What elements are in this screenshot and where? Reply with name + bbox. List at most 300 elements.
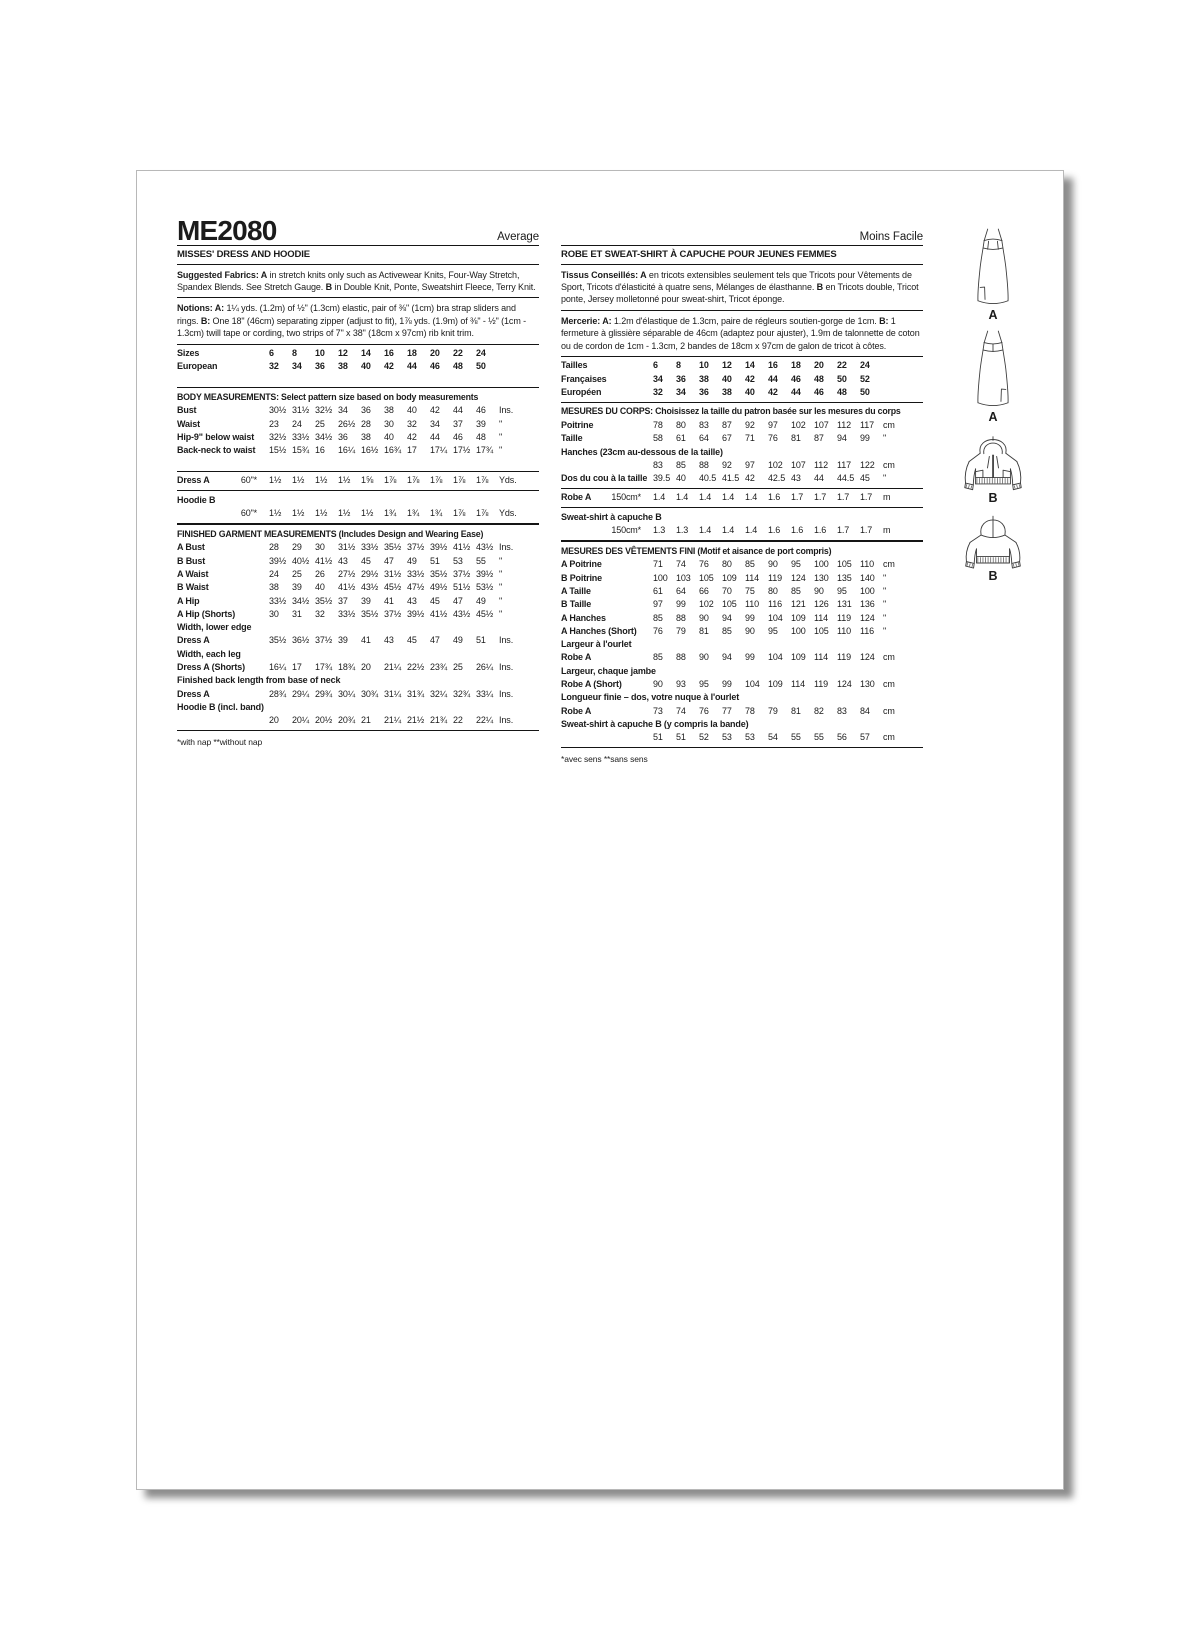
row-label-text: Dos du cou à la taille	[561, 473, 648, 484]
table-cell: 53½	[476, 582, 494, 593]
table-cell: 82	[814, 705, 824, 716]
table-cell: 110	[745, 599, 760, 610]
table-cell: 1½	[361, 508, 374, 518]
table-row	[561, 459, 923, 472]
table-cell: 124	[860, 652, 875, 663]
table-cell: 16¼	[269, 662, 287, 673]
table-row	[561, 625, 923, 638]
table-cell: 1.4	[722, 492, 735, 503]
table-cell: 58	[653, 433, 663, 444]
table-cell: 37	[338, 595, 348, 606]
table-cell: 33½	[407, 568, 425, 579]
table-cell: 35½	[269, 635, 287, 646]
row-label: Width, each leg	[177, 648, 241, 659]
row-label	[177, 347, 269, 360]
table-cell: 109	[768, 679, 783, 690]
table-cell: 85	[676, 459, 686, 470]
table-cell: 41½	[315, 555, 333, 566]
english-column	[177, 209, 539, 747]
row-label-text: Sizes	[177, 348, 200, 359]
divider	[561, 310, 923, 311]
text-run: B:	[200, 315, 211, 326]
row-unit: "	[499, 555, 503, 566]
table-cell: 55	[476, 555, 486, 566]
table-cell: 44	[791, 387, 801, 398]
table-cell: 17¾	[476, 445, 494, 456]
table-cell: 24	[860, 360, 870, 371]
table-cell: 92	[722, 459, 732, 470]
table-row	[177, 507, 539, 520]
table-cell: 77	[722, 705, 732, 716]
row-label	[177, 444, 269, 457]
table-row	[177, 634, 539, 647]
table-cell: 33½	[269, 595, 287, 606]
table-cell: 1.7	[837, 525, 850, 535]
table-cell: 31¼	[384, 688, 402, 699]
row-unit	[499, 347, 539, 360]
table-cell: 24	[269, 568, 279, 579]
row-label-text: A Hanches (Short)	[561, 625, 637, 636]
table-cell: 1.6	[814, 525, 827, 535]
table-cell: 1.4	[653, 492, 666, 503]
row-label-text: Dress A	[177, 635, 210, 646]
table-cell: 1.4	[745, 492, 758, 503]
row-label: Largeur à l'ourlet	[561, 639, 632, 650]
table-cell: 31¾	[407, 688, 425, 699]
table-row	[561, 731, 923, 744]
row-label: Hanches (23cm au-dessous de la taille)	[561, 446, 723, 457]
table-row	[177, 404, 539, 417]
row-label-text: Dress A	[177, 688, 210, 699]
table-cell: 18	[407, 348, 417, 359]
table-cell: 103	[676, 572, 691, 583]
text-run: 1.2m d'élastique de 1.3cm, paire de régleurs soutien-gorge de 1cm.	[611, 315, 880, 326]
table-cell: 51	[476, 635, 486, 646]
row-unit: cm	[883, 732, 895, 743]
row-label	[561, 373, 653, 386]
table-cell: 80	[676, 419, 686, 430]
table-cell: 1½	[292, 508, 305, 518]
table-row	[561, 651, 923, 664]
text-run: Mercerie: A:	[561, 315, 612, 326]
table-cell: 38	[384, 405, 394, 416]
table-cell: 1.7	[860, 492, 873, 503]
table-cell: 64	[676, 585, 686, 596]
table-cell: 32	[269, 361, 279, 372]
table-cell: 14	[745, 360, 755, 371]
table-cell: 1.3	[676, 525, 689, 535]
table-cell: 1⅞	[476, 508, 489, 518]
table-cell: 37	[453, 418, 463, 429]
row-unit: "	[883, 612, 887, 623]
table-cell: 43	[384, 635, 394, 646]
table-cell: 30¾	[361, 688, 379, 699]
table-cell: 22½	[407, 662, 425, 673]
table-cell: 16	[315, 445, 325, 456]
dress-front-lineart	[970, 227, 1016, 309]
table-cell: 99	[860, 433, 870, 444]
french-header	[561, 209, 923, 246]
table-cell: 32½	[315, 405, 333, 416]
table-cell: 29	[292, 542, 302, 553]
table-cell: 34	[338, 405, 348, 416]
table-cell: 1¾	[384, 508, 397, 518]
table-cell: 93	[676, 679, 686, 690]
row-unit: m	[883, 525, 891, 535]
table-cell: 36	[315, 361, 325, 372]
table-cell: 25	[315, 418, 325, 429]
table-cell: 22	[837, 360, 847, 371]
table-cell: 20¾	[338, 715, 356, 726]
table-cell: 45½	[384, 582, 402, 593]
table-cell: 102	[699, 599, 714, 610]
table-cell: 1⅞	[384, 475, 397, 486]
table-cell: 34	[292, 361, 302, 372]
row-label	[177, 418, 269, 431]
table-cell: 49	[407, 555, 417, 566]
table-cell: 16½	[361, 445, 379, 456]
table-cell: 41.5	[722, 473, 740, 484]
row-label-text: Back-neck to waist	[177, 445, 256, 456]
table-row	[561, 491, 923, 504]
table-cell: 30	[384, 418, 394, 429]
row-label	[177, 474, 269, 487]
table-cell: 116	[860, 625, 875, 636]
row-unit: "	[499, 608, 503, 619]
table-cell: 64	[699, 433, 709, 444]
table-cell: 53	[745, 732, 755, 743]
table-cell: 42	[384, 361, 394, 372]
table-cell: 119	[814, 679, 829, 690]
row-label	[561, 419, 653, 432]
table-cell: 97	[745, 459, 755, 470]
text-run: in stretch knits only such as Activewear Knits, Four-Way Stretch, Spandex Blends. See Stretch Gauge.	[177, 269, 520, 292]
table-cell: 114	[814, 652, 829, 663]
table-row	[177, 595, 539, 608]
table-cell: 30¼	[338, 688, 356, 699]
row-label-text: Bust	[177, 405, 197, 416]
table-cell: 104	[768, 652, 783, 663]
row-label: Sweat-shirt à capuche B (y compris la bande)	[561, 718, 749, 729]
row-label-text: Tailles	[561, 360, 588, 371]
table-cell: 126	[814, 599, 829, 610]
table-cell: 1½	[315, 508, 328, 518]
row-label-text: Françaises	[561, 373, 607, 384]
table-cell: 110	[860, 559, 875, 570]
table-cell: 40	[407, 405, 417, 416]
row-unit: cm	[883, 419, 895, 430]
figure-label: B	[988, 491, 998, 505]
fabric-width-spec: 150cm*	[611, 525, 641, 535]
table-cell: 57	[860, 732, 870, 743]
table-row	[177, 555, 539, 568]
table-cell: 34	[653, 373, 663, 384]
table-cell: 83	[837, 705, 847, 716]
table-cell: 43	[338, 555, 348, 566]
table-cell: 37½	[315, 635, 333, 646]
divider	[561, 488, 923, 489]
table-cell: 51	[653, 732, 663, 743]
table-cell: 21¼	[384, 715, 402, 726]
table-cell: 32¾	[453, 688, 471, 699]
table-row	[177, 474, 539, 487]
table-cell: 1⅞	[407, 475, 420, 486]
table-cell: 55	[791, 732, 801, 743]
divider	[177, 730, 539, 731]
table-cell: 88	[676, 612, 686, 623]
table-cell: 41½	[453, 542, 471, 553]
row-label-text: B Poitrine	[561, 572, 603, 583]
table-cell: 73	[653, 705, 663, 716]
table-cell: 116	[768, 599, 783, 610]
divider	[561, 747, 923, 748]
row-unit: Ins.	[499, 405, 514, 416]
table-cell: 44	[453, 405, 463, 416]
text-run: B:	[879, 315, 889, 326]
table-cell: 1.6	[768, 492, 781, 503]
table-cell: 24	[292, 418, 302, 429]
table-cell: 94	[722, 652, 732, 663]
table-cell: 51½	[453, 582, 471, 593]
text-run: en Tricots double, Tricot ponte, Jersey molletonné pour sweat-shirt, Tricot éponge.	[561, 281, 919, 305]
text-run: Tissus Conseillés: A	[561, 269, 647, 280]
table-cell: 48	[476, 431, 486, 442]
table-cell: 90	[768, 559, 778, 570]
table-cell: 1.7	[837, 492, 850, 503]
table-cell: 22¼	[476, 715, 494, 726]
row-label-text: Robe A (Short)	[561, 679, 622, 690]
table-cell: 44	[768, 373, 778, 384]
row-unit: "	[883, 572, 887, 583]
table-cell: 36	[361, 405, 371, 416]
table-cell: 34	[430, 418, 440, 429]
row-label	[561, 572, 653, 585]
table-row	[561, 386, 923, 399]
table-cell: 35½	[430, 568, 448, 579]
table-cell: 15½	[269, 445, 287, 456]
table-cell: 47½	[407, 582, 425, 593]
row-label	[177, 581, 269, 594]
table-cell: 114	[791, 679, 806, 690]
hoodie-front-figure	[937, 431, 1049, 505]
table-cell: 39½	[407, 608, 425, 619]
table-cell: 112	[814, 459, 829, 470]
measurement-table-en	[177, 347, 539, 731]
table-cell: 48	[453, 361, 463, 372]
table-cell: 17	[292, 662, 302, 673]
row-unit: cm	[883, 705, 895, 716]
table-cell: 16¼	[338, 445, 356, 456]
table-cell: 44	[430, 431, 440, 442]
row-unit: "	[499, 582, 503, 593]
row-unit: Yds.	[499, 475, 517, 486]
row-unit: m	[883, 492, 891, 503]
table-row	[561, 558, 923, 571]
table-cell: 22	[453, 348, 463, 359]
row-unit: "	[499, 431, 503, 442]
row-label	[561, 491, 653, 504]
table-cell: 25	[292, 568, 302, 579]
table-cell: 74	[676, 705, 686, 716]
table-cell: 35½	[384, 542, 402, 553]
figures-column	[937, 227, 1049, 590]
table-cell: 45½	[476, 608, 494, 619]
row-label	[561, 651, 653, 664]
row-unit: "	[499, 568, 503, 579]
table-cell: 8	[676, 360, 681, 371]
table-cell: 47	[384, 555, 394, 566]
row-label: Longueur finie – dos, votre nuque à l'ourlet	[561, 692, 740, 703]
table-cell: 38	[722, 387, 732, 398]
table-cell: 90	[814, 585, 824, 596]
row-label	[561, 558, 653, 571]
table-cell: 31½	[338, 542, 356, 553]
table-cell: 40½	[292, 555, 310, 566]
table-cell: 110	[837, 625, 852, 636]
row-label	[177, 688, 269, 701]
table-cell: 39	[361, 595, 371, 606]
table-cell: 105	[722, 599, 737, 610]
table-cell: 1⅞	[453, 508, 466, 518]
table-cell: 35½	[361, 608, 379, 619]
table-cell: 99	[745, 612, 755, 623]
row-label	[177, 608, 269, 621]
table-cell: 28	[361, 418, 371, 429]
table-cell: 88	[699, 459, 709, 470]
table-cell: 40	[745, 387, 755, 398]
table-cell: 1.4	[676, 492, 689, 503]
table-cell: 46	[430, 361, 440, 372]
row-label-text: Robe A	[561, 492, 592, 503]
table-cell: 54	[768, 732, 778, 743]
table-cell: 79	[768, 705, 778, 716]
divider	[177, 297, 539, 298]
row-label	[561, 678, 653, 691]
table-cell: 12	[338, 348, 348, 359]
table-row	[177, 661, 539, 674]
table-cell: 6	[653, 360, 658, 371]
table-cell: 48	[837, 387, 847, 398]
table-cell: 20	[269, 715, 279, 726]
table-cell: 119	[837, 652, 852, 663]
row-unit	[883, 386, 923, 399]
table-cell: 21½	[407, 715, 425, 726]
divider	[177, 471, 539, 472]
table-cell: 119	[837, 612, 852, 623]
table-cell: 88	[676, 652, 686, 663]
table-cell: 78	[745, 705, 755, 716]
row-label: Largeur, chaque jambe	[561, 665, 656, 676]
table-cell: 39½	[269, 555, 287, 566]
table-cell: 16	[768, 360, 778, 371]
table-cell: 85	[653, 652, 663, 663]
table-cell: 30	[315, 542, 325, 553]
table-cell: 38	[338, 361, 348, 372]
table-cell: 102	[791, 419, 806, 430]
table-cell: 33½	[292, 431, 310, 442]
table-cell: 81	[791, 433, 801, 444]
row-unit: Ins.	[499, 635, 514, 646]
table-cell: 45	[361, 555, 371, 566]
table-row	[561, 419, 923, 432]
table-cell: 70	[722, 585, 732, 596]
row-unit: "	[499, 445, 503, 456]
table-cell: 1⅞	[430, 475, 443, 486]
table-cell: 100	[791, 625, 806, 636]
row-label	[177, 661, 269, 674]
table-cell: 29¼	[292, 688, 310, 699]
row-label: Hoodie B (incl. band)	[177, 701, 264, 712]
table-cell: 136	[860, 599, 875, 610]
divider	[177, 490, 539, 491]
table-cell: 100	[814, 559, 829, 570]
row-unit: cm	[883, 459, 895, 470]
table-cell: 17½	[453, 445, 471, 456]
table-cell: 45	[860, 473, 870, 484]
table-cell: 25	[453, 662, 463, 673]
row-label	[561, 585, 653, 598]
table-cell: 79	[676, 625, 686, 636]
table-cell: 15¾	[292, 445, 310, 456]
table-cell: 1½	[292, 475, 305, 486]
table-row	[177, 714, 539, 727]
difficulty-label-fr: Moins Facile	[859, 231, 923, 243]
table-cell: 22	[453, 715, 463, 726]
table-cell: 51	[430, 555, 440, 566]
table-cell: 1½	[315, 475, 328, 486]
table-row	[561, 572, 923, 585]
garment-title-fr: ROBE ET SWEAT-SHIRT À CAPUCHE POUR JEUNES FEMMES	[561, 246, 923, 265]
row-unit	[499, 360, 539, 373]
table-cell: 43	[407, 595, 417, 606]
row-label-text: Taille	[561, 433, 583, 444]
table-cell: 14	[361, 348, 371, 359]
table-cell: 1.7	[814, 492, 827, 503]
table-cell: 34	[676, 387, 686, 398]
row-label-text: A Poitrine	[561, 559, 602, 570]
table-cell: 1.7	[860, 525, 873, 535]
table-cell: 32	[653, 387, 663, 398]
table-cell: 12	[722, 360, 732, 371]
table-cell: 18	[791, 360, 801, 371]
table-cell: 130	[814, 572, 829, 583]
row-label-text: A Hanches	[561, 612, 606, 623]
row-label: Width, lower edge	[177, 622, 252, 633]
table-cell: 74	[676, 559, 686, 570]
table-cell: 49½	[430, 582, 448, 593]
text-run: B	[816, 281, 824, 292]
row-label: Hoodie B	[177, 494, 216, 505]
table-cell: 104	[768, 612, 783, 623]
row-label-text: B Bust	[177, 555, 206, 566]
table-cell: 102	[768, 459, 783, 470]
table-cell: 107	[791, 459, 806, 470]
english-header	[177, 209, 539, 246]
table-cell: 76	[653, 625, 663, 636]
table-cell: 42.5	[768, 473, 786, 484]
table-cell: 80	[722, 559, 732, 570]
row-label	[177, 595, 269, 608]
text-run: B	[325, 281, 333, 292]
row-label-text: European	[177, 361, 218, 372]
row-label-text: A Taille	[561, 585, 591, 596]
table-cell: 34½	[292, 595, 310, 606]
table-cell: 40	[361, 361, 371, 372]
thick-divider	[177, 523, 539, 525]
table-cell: 105	[814, 625, 829, 636]
table-row	[561, 373, 923, 386]
table-cell: 48	[814, 373, 824, 384]
